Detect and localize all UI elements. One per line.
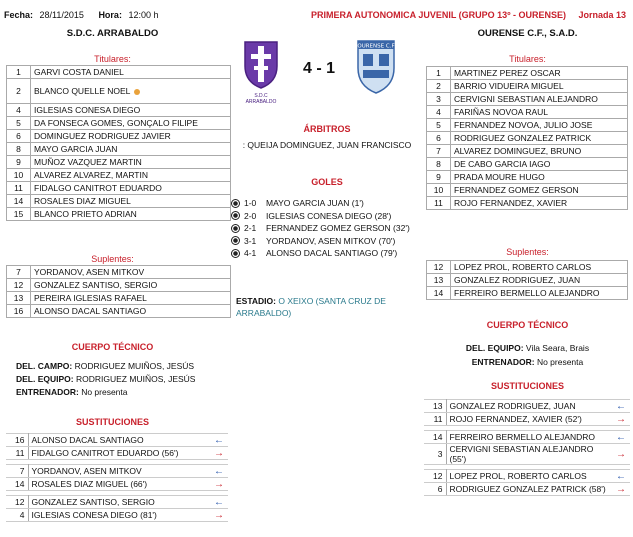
player-name[interactable]: BLANCO PRIETO ADRIAN	[31, 208, 231, 221]
player-row	[427, 132, 628, 145]
player-row	[7, 66, 231, 79]
player-number: 1	[7, 66, 31, 79]
player-name[interactable]: RODRIGUEZ GONZALEZ PATRICK	[451, 132, 628, 145]
player-row	[427, 171, 628, 184]
away-titulares-title: Titulares:	[509, 54, 546, 64]
away-sust-title: SUSTITUCIONES	[490, 381, 564, 391]
arrow-left-icon: ←	[210, 434, 228, 447]
home-cuerpo-title: CUERPO TÉCNICO	[71, 342, 154, 352]
player-number: 10	[7, 169, 31, 182]
player-row	[7, 117, 231, 130]
player-row	[7, 130, 231, 143]
sub-out-name[interactable]: RODRIGUEZ GONZALEZ PATRICK (58')	[446, 483, 612, 496]
referee-name: : QUEIJA DOMINGUEZ, JUAN FRANCISCO	[242, 140, 412, 150]
player-number: 2	[427, 80, 451, 93]
player-row	[7, 208, 231, 221]
sub-in-number: 12	[424, 470, 446, 483]
player-number: 6	[7, 130, 31, 143]
home-entrenador-label: ENTRENADOR:	[16, 387, 79, 397]
sub-in-row	[6, 434, 228, 447]
away-entrenador: No presenta	[536, 357, 584, 367]
ourense-logo-text: OURENSE C.F	[357, 43, 395, 50]
sub-out-row	[424, 413, 630, 426]
player-name[interactable]: GONZALEZ RODRIGUEZ, JUAN	[451, 274, 628, 287]
sub-in-number: 13	[424, 400, 446, 413]
football-icon	[231, 236, 240, 245]
away-titulares-table	[426, 66, 628, 210]
sub-in-row	[6, 496, 228, 509]
player-name[interactable]: ALVAREZ DOMINGUEZ, BRUNO	[451, 145, 628, 158]
sub-in-name[interactable]: FERREIRO BERMELLO ALEJANDRO	[446, 431, 612, 444]
goal-score: 4-1	[244, 248, 257, 259]
goal-row	[231, 210, 421, 223]
player-name[interactable]: MUÑOZ VAZQUEZ MARTIN	[31, 156, 231, 169]
player-name[interactable]: BLANCO QUELLE NOEL	[31, 79, 231, 104]
away-del-equipo: Vila Seara, Brais	[525, 343, 590, 353]
player-number: 6	[427, 132, 451, 145]
sub-in-name[interactable]: YORDANOV, ASEN MITKOV	[28, 465, 210, 478]
player-row	[427, 158, 628, 171]
player-row	[7, 182, 231, 195]
match-score: 4 - 1	[302, 60, 335, 77]
player-number: 8	[427, 158, 451, 171]
home-del-campo: RODRIGUEZ MUIÑOS, JESÚS	[74, 361, 195, 371]
sub-out-name[interactable]: FIDALGO CANITROT EDUARDO (56')	[28, 447, 210, 460]
sub-out-number: 3	[424, 444, 446, 465]
away-team-name: OURENSE C.F., S.A.D.	[477, 28, 578, 39]
goal-row	[231, 222, 421, 235]
substitution-block	[6, 464, 228, 491]
away-cuerpo-title: CUERPO TÉCNICO	[486, 320, 569, 330]
player-row	[7, 79, 231, 104]
goal-scorer[interactable]: ALONSO DACAL SANTIAGO (79')	[266, 248, 398, 259]
player-number: 13	[427, 274, 451, 287]
home-team-logo	[241, 38, 281, 105]
sub-in-number: 12	[6, 496, 28, 509]
home-del-campo-label: DEL. CAMPO:	[16, 361, 73, 371]
player-name[interactable]: YORDANOV, ASEN MITKOV	[31, 266, 231, 279]
player-number: 11	[427, 197, 451, 210]
arrabaldo-crest-icon	[241, 38, 281, 90]
player-name[interactable]: DE CABO GARCIA IAGO	[451, 158, 628, 171]
player-number: 15	[7, 208, 31, 221]
player-row	[7, 279, 231, 292]
player-name[interactable]: LOPEZ PROL, ROBERTO CARLOS	[451, 261, 628, 274]
player-number: 16	[7, 305, 31, 318]
home-sust-title: SUSTITUCIONES	[75, 417, 149, 427]
player-row	[427, 93, 628, 106]
home-staff	[16, 360, 195, 399]
sub-out-number: 11	[6, 447, 28, 460]
player-row	[427, 261, 628, 274]
sub-out-number: 6	[424, 483, 446, 496]
home-suplentes-title: Suplentes:	[91, 254, 134, 264]
player-row	[427, 80, 628, 93]
player-row	[7, 292, 231, 305]
sub-out-row	[6, 509, 228, 522]
goal-score: 1-0	[244, 198, 257, 209]
goal-score: 2-0	[244, 210, 257, 221]
player-row	[427, 145, 628, 158]
goal-scorer[interactable]: MAYO GARCIA JUAN (1')	[266, 198, 364, 209]
player-row	[427, 67, 628, 80]
player-row	[427, 287, 628, 300]
sub-in-name[interactable]: GONZALEZ SANTISO, SERGIO	[28, 496, 210, 509]
sub-out-name[interactable]: ROJO FERNANDEZ, XAVIER (52')	[446, 413, 612, 426]
arrow-left-icon: ←	[210, 465, 228, 478]
estadio-label: ESTADIO:	[236, 296, 276, 306]
away-suplentes-table	[426, 260, 628, 300]
substitution-block	[424, 430, 630, 465]
player-row	[7, 156, 231, 169]
player-name[interactable]: FIDALGO CANITROT EDUARDO	[31, 182, 231, 195]
goal-score: 2-1	[244, 223, 257, 234]
arrow-right-icon: →	[612, 483, 630, 496]
player-number: 14	[7, 195, 31, 208]
player-number: 9	[7, 156, 31, 169]
substitution-block	[6, 495, 228, 522]
jornada: Jornada 13	[578, 10, 627, 20]
arrow-right-icon: →	[210, 509, 228, 522]
sub-out-row	[424, 444, 630, 465]
goal-scorer[interactable]: IGLESIAS CONESA DIEGO (28')	[266, 210, 392, 221]
sub-in-row	[424, 400, 630, 413]
away-team-logo	[355, 38, 397, 96]
player-number: 14	[427, 287, 451, 300]
player-row	[7, 266, 231, 279]
goal-row	[231, 247, 421, 260]
player-number: 2	[7, 79, 31, 104]
sub-out-number: 11	[424, 413, 446, 426]
player-number: 11	[7, 182, 31, 195]
player-row	[7, 169, 231, 182]
player-row	[427, 184, 628, 197]
player-row	[7, 143, 231, 156]
player-name[interactable]: DA FONSECA GOMES, GONÇALO FILIPE	[31, 117, 231, 130]
home-team-name: S.D.C. ARRABALDO	[66, 28, 159, 39]
player-name[interactable]: MARTINEZ PEREZ OSCAR	[451, 67, 628, 80]
sub-in-number: 16	[6, 434, 28, 447]
stadium-info	[236, 295, 422, 319]
goles-title: GOLES	[311, 177, 343, 187]
home-logo-text: S.D.C ARRABALDO	[245, 93, 277, 105]
sub-out-row	[424, 483, 630, 496]
player-name[interactable]: PEREIRA IGLESIAS RAFAEL	[31, 292, 231, 305]
player-row	[427, 106, 628, 119]
sub-out-number: 4	[6, 509, 28, 522]
stadium-name-link[interactable]: O XEIXO (SANTA CRUZ DE ARRABALDO)	[236, 296, 386, 318]
arbitros-title: ÁRBITROS	[303, 124, 351, 134]
player-name[interactable]: ROJO FERNANDEZ, XAVIER	[451, 197, 628, 210]
player-number: 7	[427, 145, 451, 158]
arrow-left-icon: ←	[612, 470, 630, 483]
home-titulares-title: Titulares:	[94, 54, 131, 64]
sub-out-number: 14	[6, 478, 28, 491]
arrow-left-icon: ←	[612, 431, 630, 444]
player-name[interactable]: PRADA MOURE HUGO	[451, 171, 628, 184]
player-name[interactable]: GONZALEZ SANTISO, SERGIO	[31, 279, 231, 292]
arrow-left-icon: ←	[210, 496, 228, 509]
player-row	[427, 197, 628, 210]
hora-value: 12:00 h	[128, 10, 159, 20]
football-icon	[231, 199, 240, 208]
goal-score: 3-1	[244, 235, 257, 246]
substitution-block	[424, 469, 630, 496]
player-number: 12	[7, 279, 31, 292]
player-name[interactable]: FARIÑAS NOVOA RAUL	[451, 106, 628, 119]
match-date-time	[4, 10, 159, 20]
ourense-crest-icon	[355, 38, 397, 96]
player-name[interactable]: BARRIO VIDUEIRA MIGUEL	[451, 80, 628, 93]
player-number: 7	[7, 266, 31, 279]
player-name[interactable]: IGLESIAS CONESA DIEGO	[31, 104, 231, 117]
player-number: 5	[7, 117, 31, 130]
goal-scorer[interactable]: FERNANDEZ GOMEZ GERSON (32')	[266, 223, 410, 234]
player-name[interactable]: ROSALES DIAZ MIGUEL	[31, 195, 231, 208]
substitution-block	[6, 433, 228, 460]
goal-row	[231, 197, 421, 210]
sub-out-name[interactable]: ROSALES DIAZ MIGUEL (66')	[28, 478, 210, 491]
substitution-block	[424, 399, 630, 426]
home-substitutions	[6, 433, 228, 526]
home-entrenador: No presenta	[81, 387, 128, 397]
away-entrenador-label: ENTRENADOR:	[471, 357, 535, 367]
football-icon	[231, 249, 240, 258]
away-substitutions	[424, 399, 630, 500]
sub-in-row	[424, 431, 630, 444]
arrow-right-icon: →	[210, 447, 228, 460]
goal-row	[231, 235, 421, 248]
arrow-right-icon: →	[612, 444, 630, 465]
player-badge-icon	[134, 89, 140, 95]
arrow-right-icon: →	[210, 478, 228, 491]
home-del-equipo-label: DEL. EQUIPO:	[16, 374, 74, 384]
player-name[interactable]: MAYO GARCIA JUAN	[31, 143, 231, 156]
fecha-value: 28/11/2015	[39, 10, 84, 20]
goal-scorer[interactable]: YORDANOV, ASEN MITKOV (70')	[266, 235, 396, 246]
sub-in-row	[6, 465, 228, 478]
goals-list	[231, 197, 421, 260]
competition-header	[311, 10, 626, 20]
player-number: 5	[427, 119, 451, 132]
player-number: 3	[427, 93, 451, 106]
sub-in-name[interactable]: ALONSO DACAL SANTIAGO	[28, 434, 210, 447]
sub-out-name[interactable]: CERVIGNI SEBASTIAN ALEJANDRO (55')	[446, 444, 612, 465]
arrow-right-icon: →	[612, 413, 630, 426]
sub-in-number: 14	[424, 431, 446, 444]
player-number: 10	[427, 184, 451, 197]
player-row	[7, 305, 231, 318]
away-del-equipo-label: DEL. EQUIPO:	[465, 343, 524, 353]
player-number: 8	[7, 143, 31, 156]
player-row	[7, 104, 231, 117]
player-number: 4	[427, 106, 451, 119]
sub-in-number: 7	[6, 465, 28, 478]
player-name[interactable]: DOMINGUEZ RODRIGUEZ JAVIER	[31, 130, 231, 143]
fecha-label: Fecha:	[4, 10, 34, 20]
sub-in-row	[424, 470, 630, 483]
player-name[interactable]: ALONSO DACAL SANTIAGO	[31, 305, 231, 318]
away-staff	[422, 341, 633, 369]
player-row	[427, 119, 628, 132]
sub-in-name[interactable]: GONZALEZ RODRIGUEZ, JUAN	[446, 400, 612, 413]
player-name[interactable]: GARVI COSTA DANIEL	[31, 66, 231, 79]
home-suplentes-table	[6, 265, 231, 318]
player-name[interactable]: ALVAREZ ALVAREZ, MARTIN	[31, 169, 231, 182]
sub-out-row	[6, 447, 228, 460]
sub-out-name[interactable]: IGLESIAS CONESA DIEGO (81')	[28, 509, 210, 522]
player-number: 9	[427, 171, 451, 184]
player-name[interactable]: FERNANDEZ GOMEZ GERSON	[451, 184, 628, 197]
away-suplentes-title: Suplentes:	[506, 247, 549, 257]
player-number: 1	[427, 67, 451, 80]
player-number: 12	[427, 261, 451, 274]
hora-label: Hora:	[98, 10, 122, 20]
home-del-equipo: RODRIGUEZ MUIÑOS, JESÚS	[76, 374, 196, 384]
football-icon	[231, 224, 240, 233]
player-row	[7, 195, 231, 208]
player-name[interactable]: CERVIGNI SEBASTIAN ALEJANDRO	[451, 93, 628, 106]
football-icon	[231, 211, 240, 220]
player-name[interactable]: FERREIRO BERMELLO ALEJANDRO	[451, 287, 628, 300]
competition-name: PRIMERA AUTONOMICA JUVENIL (GRUPO 13º - OURENSE)	[311, 10, 566, 20]
player-number: 4	[7, 104, 31, 117]
sub-out-row	[6, 478, 228, 491]
player-row	[427, 274, 628, 287]
home-titulares-table	[6, 65, 231, 221]
player-number: 13	[7, 292, 31, 305]
player-name[interactable]: FERNANDEZ NOVOA, JULIO JOSE	[451, 119, 628, 132]
sub-in-name[interactable]: LOPEZ PROL, ROBERTO CARLOS	[446, 470, 612, 483]
arrow-left-icon: ←	[612, 400, 630, 413]
